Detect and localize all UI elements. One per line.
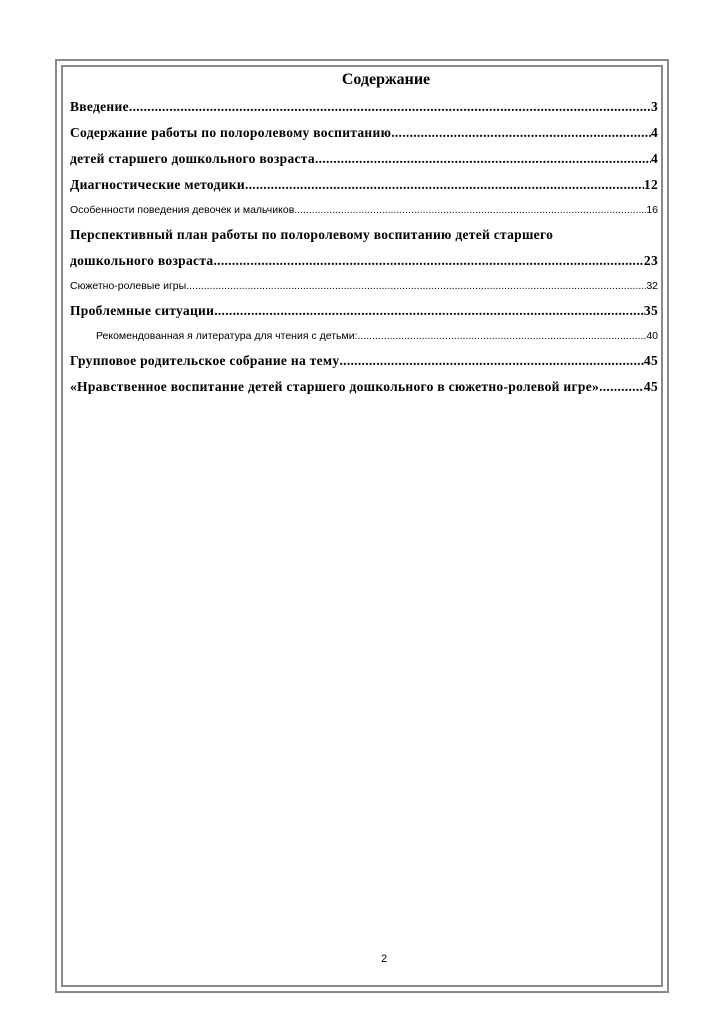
toc-entry-label: детей старшего дошкольного возраста — [70, 151, 315, 166]
toc-leader — [245, 172, 644, 198]
toc-entry-label: Рекомендованная я литература для чтения с детьми: — [96, 330, 358, 342]
toc-leader — [599, 374, 644, 400]
toc-entry-label: Сюжетно-ролевые игры — [70, 280, 187, 292]
toc-leader — [129, 94, 651, 120]
toc-leader — [214, 298, 644, 324]
toc-container — [70, 68, 658, 400]
toc-leader — [391, 120, 651, 146]
toc-leader — [315, 146, 651, 172]
toc-entry-moral-education[interactable] — [70, 374, 658, 400]
toc-entry-label: Содержание работы по полоролевому воспитанию — [70, 125, 392, 140]
toc-leader — [358, 324, 647, 348]
toc-entry-introduction[interactable] — [70, 94, 658, 120]
toc-entry-label: «Нравственное воспитание детей старшего дошкольного в сюжетно-ролевой игре» — [70, 379, 600, 394]
toc-entry-behavior-features[interactable] — [70, 198, 658, 222]
toc-entry-role-play-games[interactable] — [70, 274, 658, 298]
toc-entry-label: дошкольного возраста — [70, 253, 214, 268]
toc-entry-label: Диагностические методики — [70, 177, 245, 192]
toc-entry-preschool-age[interactable] — [70, 248, 658, 274]
toc-leader — [339, 348, 643, 374]
toc-entry-perspective-plan[interactable]: Перспективный план работы по полоролевому воспитанию детей старшего — [70, 227, 554, 242]
toc-entry-page: 12 — [643, 177, 658, 192]
toc-entry-recommended-literature[interactable] — [70, 324, 658, 348]
toc-entry-page: 3 — [650, 99, 658, 114]
toc-entry-preschool-children[interactable] — [70, 146, 658, 172]
toc-entry-page: 23 — [643, 253, 658, 268]
toc-entry-page: 4 — [650, 151, 658, 166]
toc-entry-label: Групповое родительское собрание на тему — [70, 353, 340, 368]
toc-entry-diagnostic-methods[interactable] — [70, 172, 658, 198]
toc-entry-page: 32 — [646, 280, 658, 292]
toc-entry-page: 16 — [646, 204, 658, 216]
page-number: 2 — [380, 953, 388, 965]
toc-leader — [186, 274, 646, 298]
toc-entry-page: 40 — [646, 330, 658, 342]
toc-leader — [294, 198, 646, 222]
toc-entry-page: 35 — [643, 303, 658, 318]
toc-entry-parent-meeting[interactable] — [70, 348, 658, 374]
toc-entry-page: 4 — [650, 125, 658, 140]
toc-entry-page: 45 — [643, 353, 658, 368]
toc-entry-problem-situations[interactable] — [70, 298, 658, 324]
toc-entry-label: Проблемные ситуации — [70, 303, 215, 318]
toc-title: Содержание — [341, 71, 431, 88]
toc-entry-label: Особенности поведения девочек и мальчиков — [70, 204, 295, 216]
toc-entry-label: Введение — [70, 99, 129, 114]
toc-leader — [213, 248, 643, 274]
toc-entry-work-content[interactable] — [70, 120, 658, 146]
toc-entry-page: 45 — [643, 379, 658, 394]
